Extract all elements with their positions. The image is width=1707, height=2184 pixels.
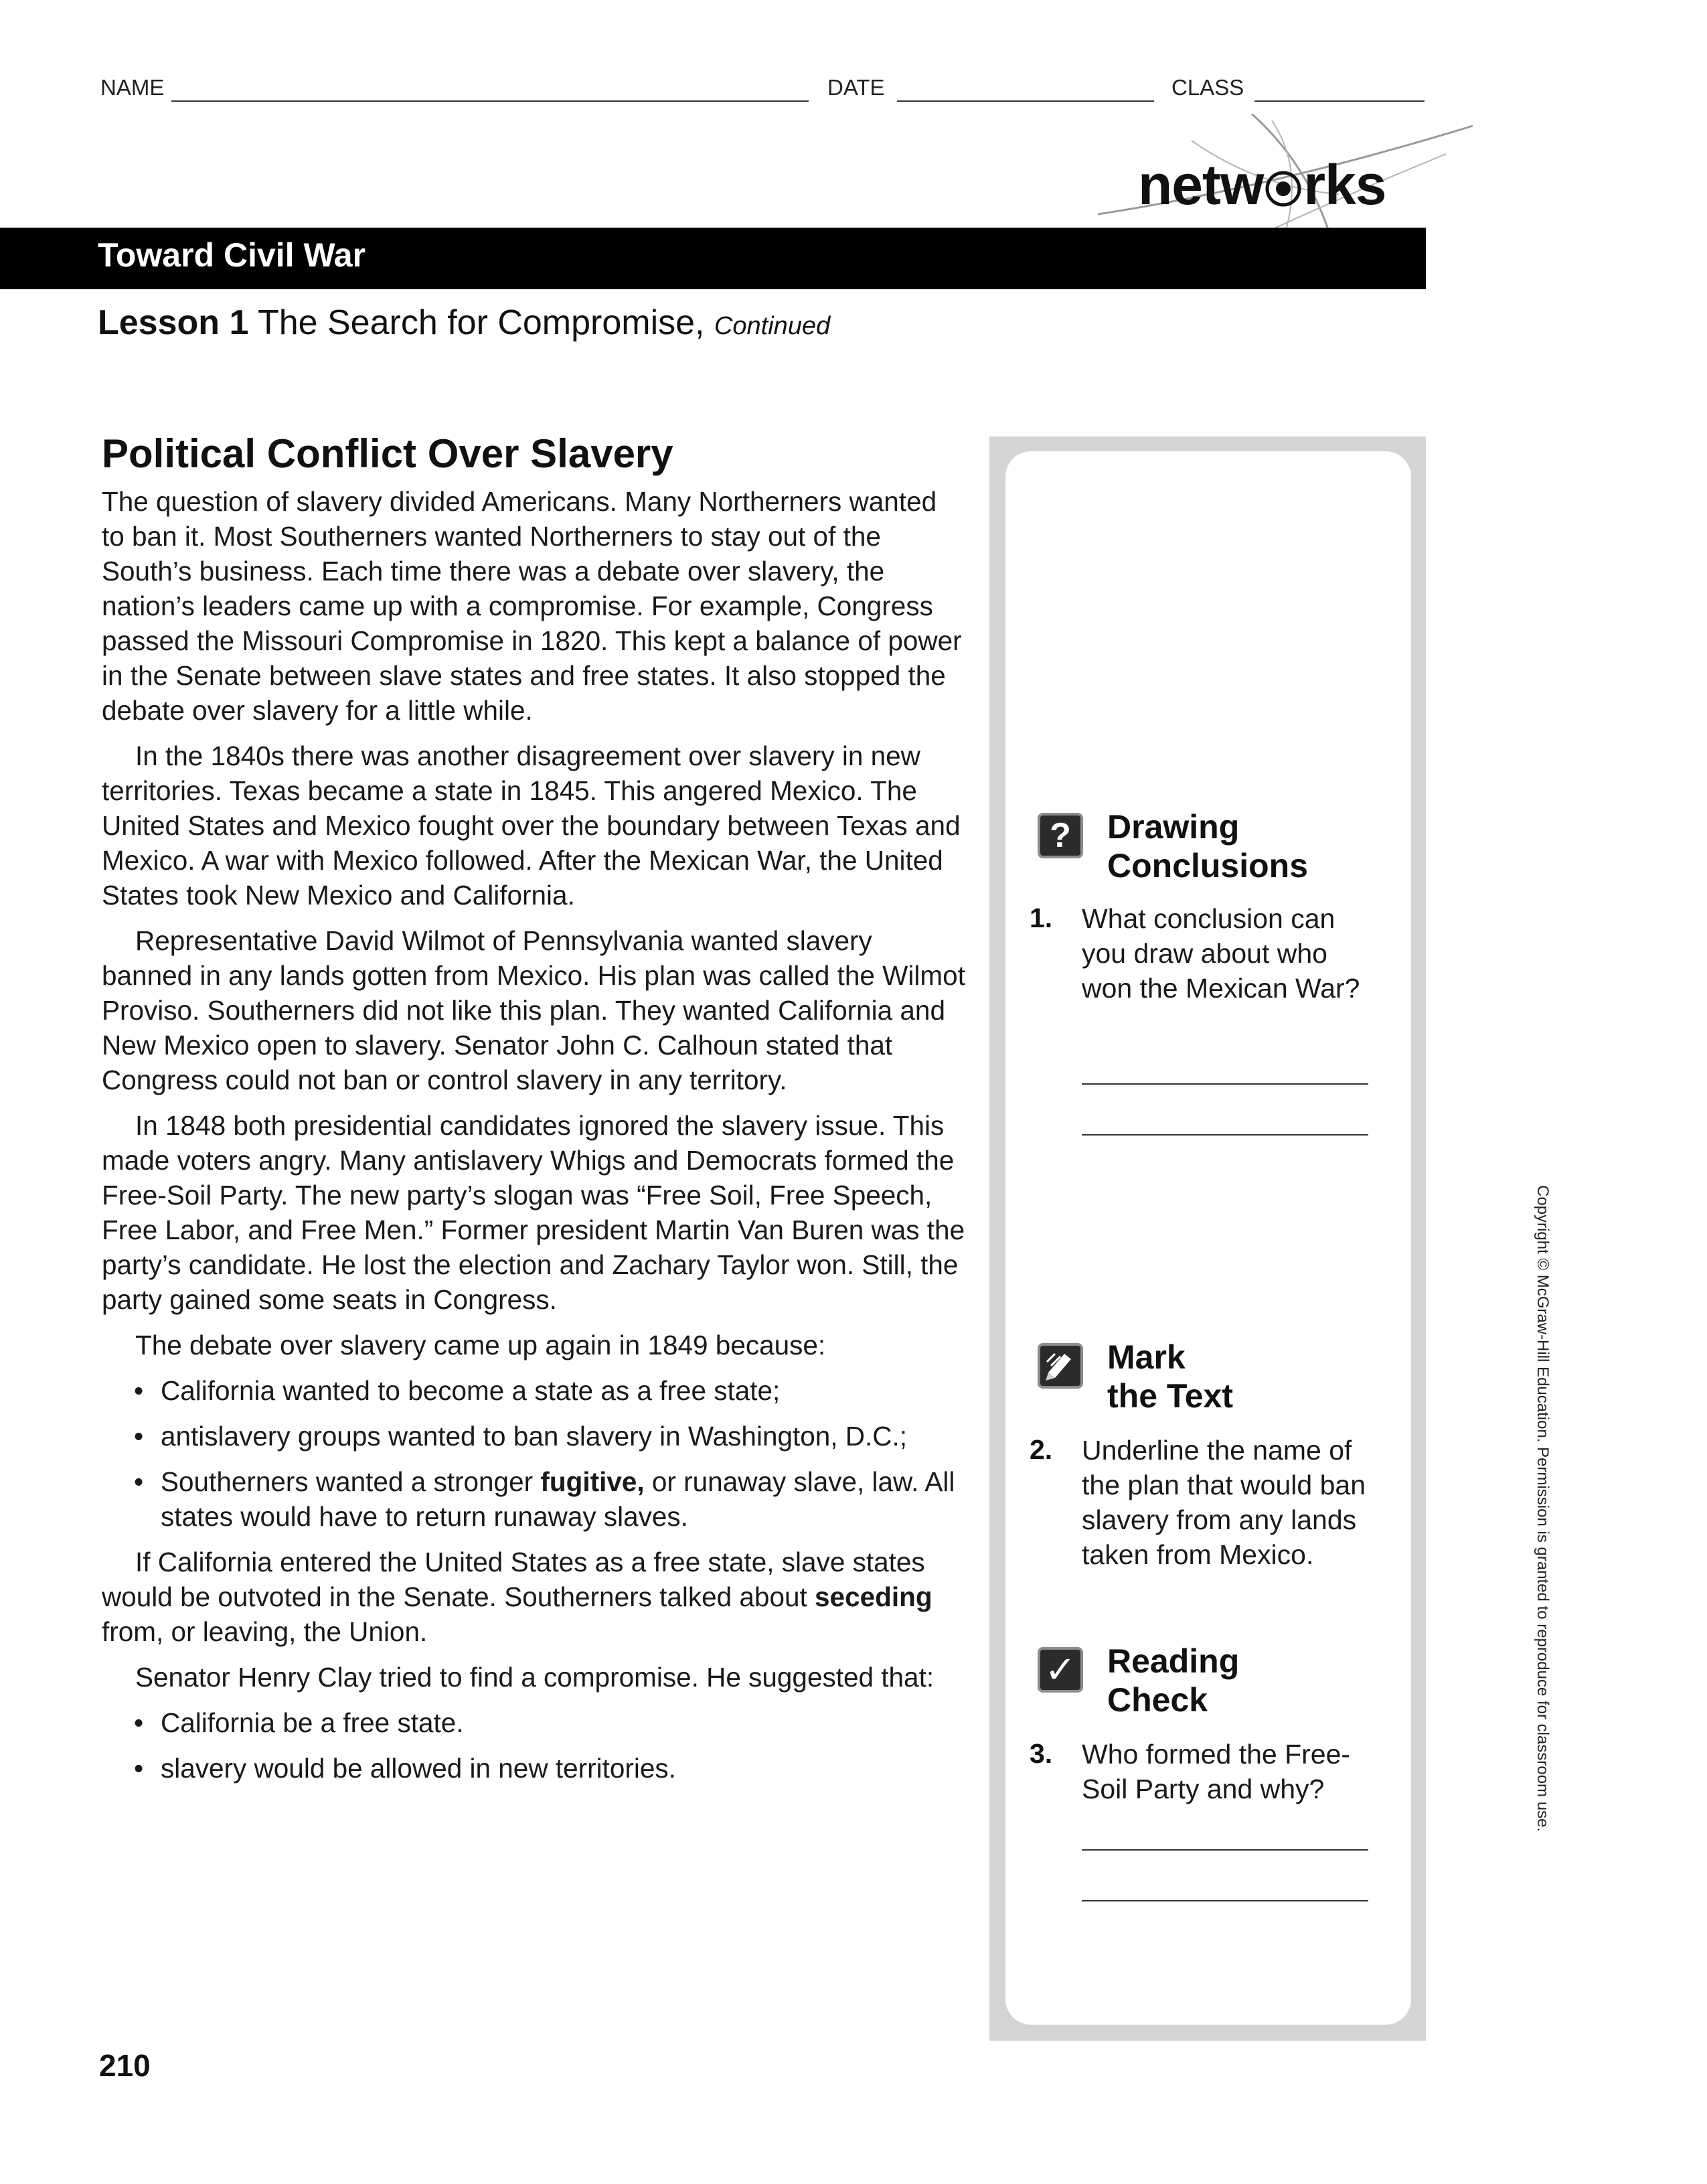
logo-text-start: netw — [1138, 153, 1264, 216]
bullet-icon: • — [134, 1707, 144, 1738]
reasons-list — [102, 1373, 965, 1534]
question-number: 3. — [1030, 1738, 1053, 1769]
list-item-text: California be a free state. — [161, 1707, 464, 1738]
paragraph-6 — [102, 1545, 965, 1649]
networks-logo — [1138, 153, 1386, 218]
pencil-mark-icon — [1038, 1343, 1083, 1389]
list-item — [102, 1373, 965, 1408]
heading-line: Drawing — [1107, 808, 1240, 846]
bullet-icon: • — [134, 1375, 144, 1406]
paragraph-4: In 1848 both presidential candidates ignored the slavery issue. This made voters angry. Many antislavery Whigs and Democrats formed the Free-Soil Party. The new party’s slogan was “Free Soil, Free Speech, Free Labor, and Free Men.” Former president Martin Van Buren was the party’s candidate. He lost the election and Zachary Taylor won. Still, the party gained some seats in Congress. — [102, 1110, 965, 1315]
bullet-icon: • — [134, 1466, 144, 1497]
name-label: NAME — [100, 75, 165, 100]
vocab-term-fugitive: fugitive, — [540, 1466, 645, 1497]
list-item-text: slavery would be allowed in new territories. — [161, 1753, 676, 1784]
name-field[interactable] — [171, 100, 809, 102]
vocab-term-seceding: seceding — [815, 1581, 932, 1612]
checkmark-icon: ✓ — [1038, 1647, 1083, 1693]
drawing-conclusions-heading — [1107, 807, 1308, 885]
bullet-icon: • — [134, 1753, 144, 1784]
question-number: 2. — [1030, 1434, 1053, 1465]
paragraph-3: Representative David Wilmot of Pennsylvania wanted slavery banned in any lands gotten from Mexico. His plan was called the Wilmot Proviso. Southerners did not like this plan. They wanted California and New Mexico open to slavery. Senator John C. Calhoun stated that Congress could not ban or control slavery in any territory. — [102, 925, 965, 1095]
paragraph-7: Senator Henry Clay tried to find a compromise. He suggested that: — [135, 1662, 934, 1693]
date-label: DATE — [827, 75, 885, 100]
main-text-column — [102, 428, 965, 1796]
bullet-icon: • — [134, 1421, 144, 1452]
paragraph-text: If California entered the United States as a free state, slave states would be outvoted in the Senate. Southerners talked about — [102, 1547, 925, 1612]
globe-icon — [1264, 169, 1303, 208]
paragraph-1: The question of slavery divided Americans. Many Northerners wanted to ban it. Most Southerners wanted Northerners to stay out of the South’s business. Each time there was a debate over slavery, the nation’s leaders came up with a compromise. For example, Congress passed the Missouri Compromise in 1820. This kept a balance of power in the Senate between slave states and free states. It also stopped the debate over slavery for a little while. — [102, 486, 962, 726]
question-2-text: Underline the name of the plan that would ban slavery from any lands taken from Mexico. — [1082, 1435, 1366, 1570]
paragraph-5: The debate over slavery came up again in 1849 because: — [135, 1330, 826, 1360]
section-heading: Political Conflict Over Slavery — [102, 431, 673, 476]
class-label: CLASS — [1171, 75, 1244, 100]
lesson-continued: Continued — [714, 312, 831, 340]
copyright-notice: Copyright © McGraw-Hill Education. Permission is granted to reproduce for classroom use. — [1534, 1185, 1552, 1832]
list-item — [102, 1751, 965, 1786]
list-item — [102, 1464, 965, 1534]
heading-line: Check — [1107, 1681, 1208, 1719]
reading-check-heading — [1107, 1642, 1239, 1719]
heading-line: Mark — [1107, 1338, 1186, 1376]
class-field[interactable] — [1254, 100, 1425, 102]
chapter-title: Toward Civil War — [98, 236, 366, 274]
answer-line-1a[interactable] — [1082, 1083, 1368, 1085]
heading-line: the Text — [1107, 1377, 1233, 1415]
logo-text-end: rks — [1303, 153, 1386, 216]
answer-line-3a[interactable] — [1082, 1849, 1368, 1851]
pencil-icon — [1040, 1346, 1080, 1386]
list-item-text: California wanted to become a state as a free state; — [161, 1375, 781, 1406]
question-1-text: What conclusion can you draw about who won the Mexican War? — [1082, 903, 1360, 1004]
answer-line-3b[interactable] — [1082, 1900, 1368, 1901]
paragraph-text: from, or leaving, the Union. — [102, 1616, 428, 1647]
question-number: 1. — [1030, 903, 1053, 933]
page-number: 210 — [99, 2048, 151, 2083]
compromise-list — [102, 1705, 965, 1786]
answer-line-1b[interactable] — [1082, 1134, 1368, 1136]
lesson-title: The Search for Compromise, — [257, 303, 705, 342]
date-field[interactable] — [897, 100, 1154, 102]
heading-line: Conclusions — [1107, 847, 1309, 884]
question-3-text: Who formed the Free-Soil Party and why? — [1082, 1739, 1351, 1804]
list-item — [102, 1705, 965, 1740]
list-item — [102, 1419, 965, 1454]
heading-line: Reading — [1107, 1642, 1240, 1680]
mark-the-text-heading — [1107, 1338, 1233, 1415]
lesson-heading — [98, 303, 830, 343]
list-item-text: antislavery groups wanted to ban slavery in Washington, D.C.; — [161, 1421, 908, 1452]
question-mark-icon: ? — [1038, 813, 1083, 858]
list-item-text: Southerners wanted a stronger — [161, 1466, 534, 1497]
list-item-text: or runaway slave, law. All states would have to return runaway slaves. — [161, 1466, 955, 1532]
lesson-number: Lesson 1 — [98, 303, 249, 342]
paragraph-2: In the 1840s there was another disagreement over slavery in new territories. Texas became a state in 1845. This angered Mexico. The United States and Mexico fought over the boundary between Texas and Mexico. A war with Mexico followed. After the Mexican War, the United States took New Mexico and California. — [102, 740, 961, 911]
